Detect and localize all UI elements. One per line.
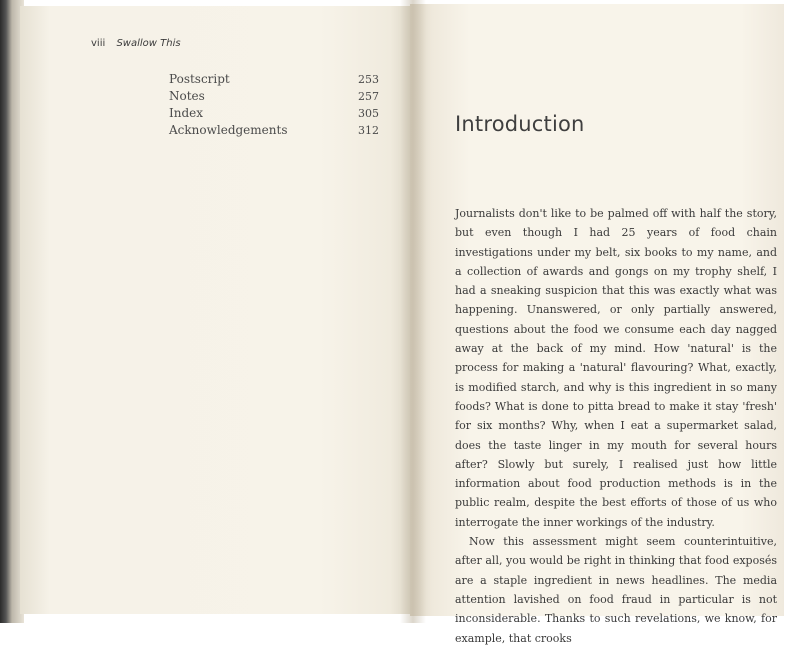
body-paragraph: Journalists don't like to be palmed off with half the story, but even though I had 25 years of food chain investigations under my belt, six books to my name, and a collection of awards and gongs on my trophy shelf, I had a sneaking suspicion that this was exactly what was happening. Unanswered, or only partially answered, questions about the food we consume each day nagged away at the back of my mind. How 'natural' is the process for making a 'natural' flavouring? What, exactly, is modified starch, and why is this ingredient in so many foods? What is done to pitta bread to make it stay 'fresh' for six months? Why, when I eat a supermarket salad, does the taste linger in my mouth for several hours after? Slowly but surely, I realised just how little information about food production methods is in the public realm, despite the best efforts of those of us who interrogate the inner workings of the industry. bbox=[455, 207, 777, 529]
toc-entry bbox=[169, 71, 379, 88]
toc-entry-title: Acknowledgements bbox=[169, 123, 288, 137]
toc-entry-title: Notes bbox=[169, 89, 205, 103]
page-number: viii bbox=[91, 38, 106, 49]
toc-entry bbox=[169, 88, 379, 105]
toc-entry bbox=[169, 122, 379, 139]
chapter-body bbox=[455, 204, 777, 648]
toc-entry-page: 312 bbox=[358, 124, 379, 137]
toc-entry-title: Postscript bbox=[169, 72, 230, 86]
toc-entry-page: 253 bbox=[358, 73, 379, 86]
toc-entry-page: 257 bbox=[358, 90, 379, 103]
scan-margin bbox=[784, 0, 800, 623]
chapter-title: Introduction bbox=[455, 112, 585, 136]
body-paragraph: Now this assessment might seem counterintuitive, after all, you would be right in thinking that food exposés are a staple ingredient in news headlines. The media attention lavished on food fraud in particular is not inconsiderable. Thanks to such revelations, we know, for example, that crooks bbox=[455, 535, 777, 645]
running-head bbox=[91, 38, 181, 49]
book-title: Swallow This bbox=[116, 38, 181, 49]
toc-entry bbox=[169, 105, 379, 122]
page-gutter bbox=[400, 0, 426, 623]
table-of-contents bbox=[169, 71, 379, 139]
toc-entry-page: 305 bbox=[358, 107, 379, 120]
toc-entry-title: Index bbox=[169, 106, 204, 120]
